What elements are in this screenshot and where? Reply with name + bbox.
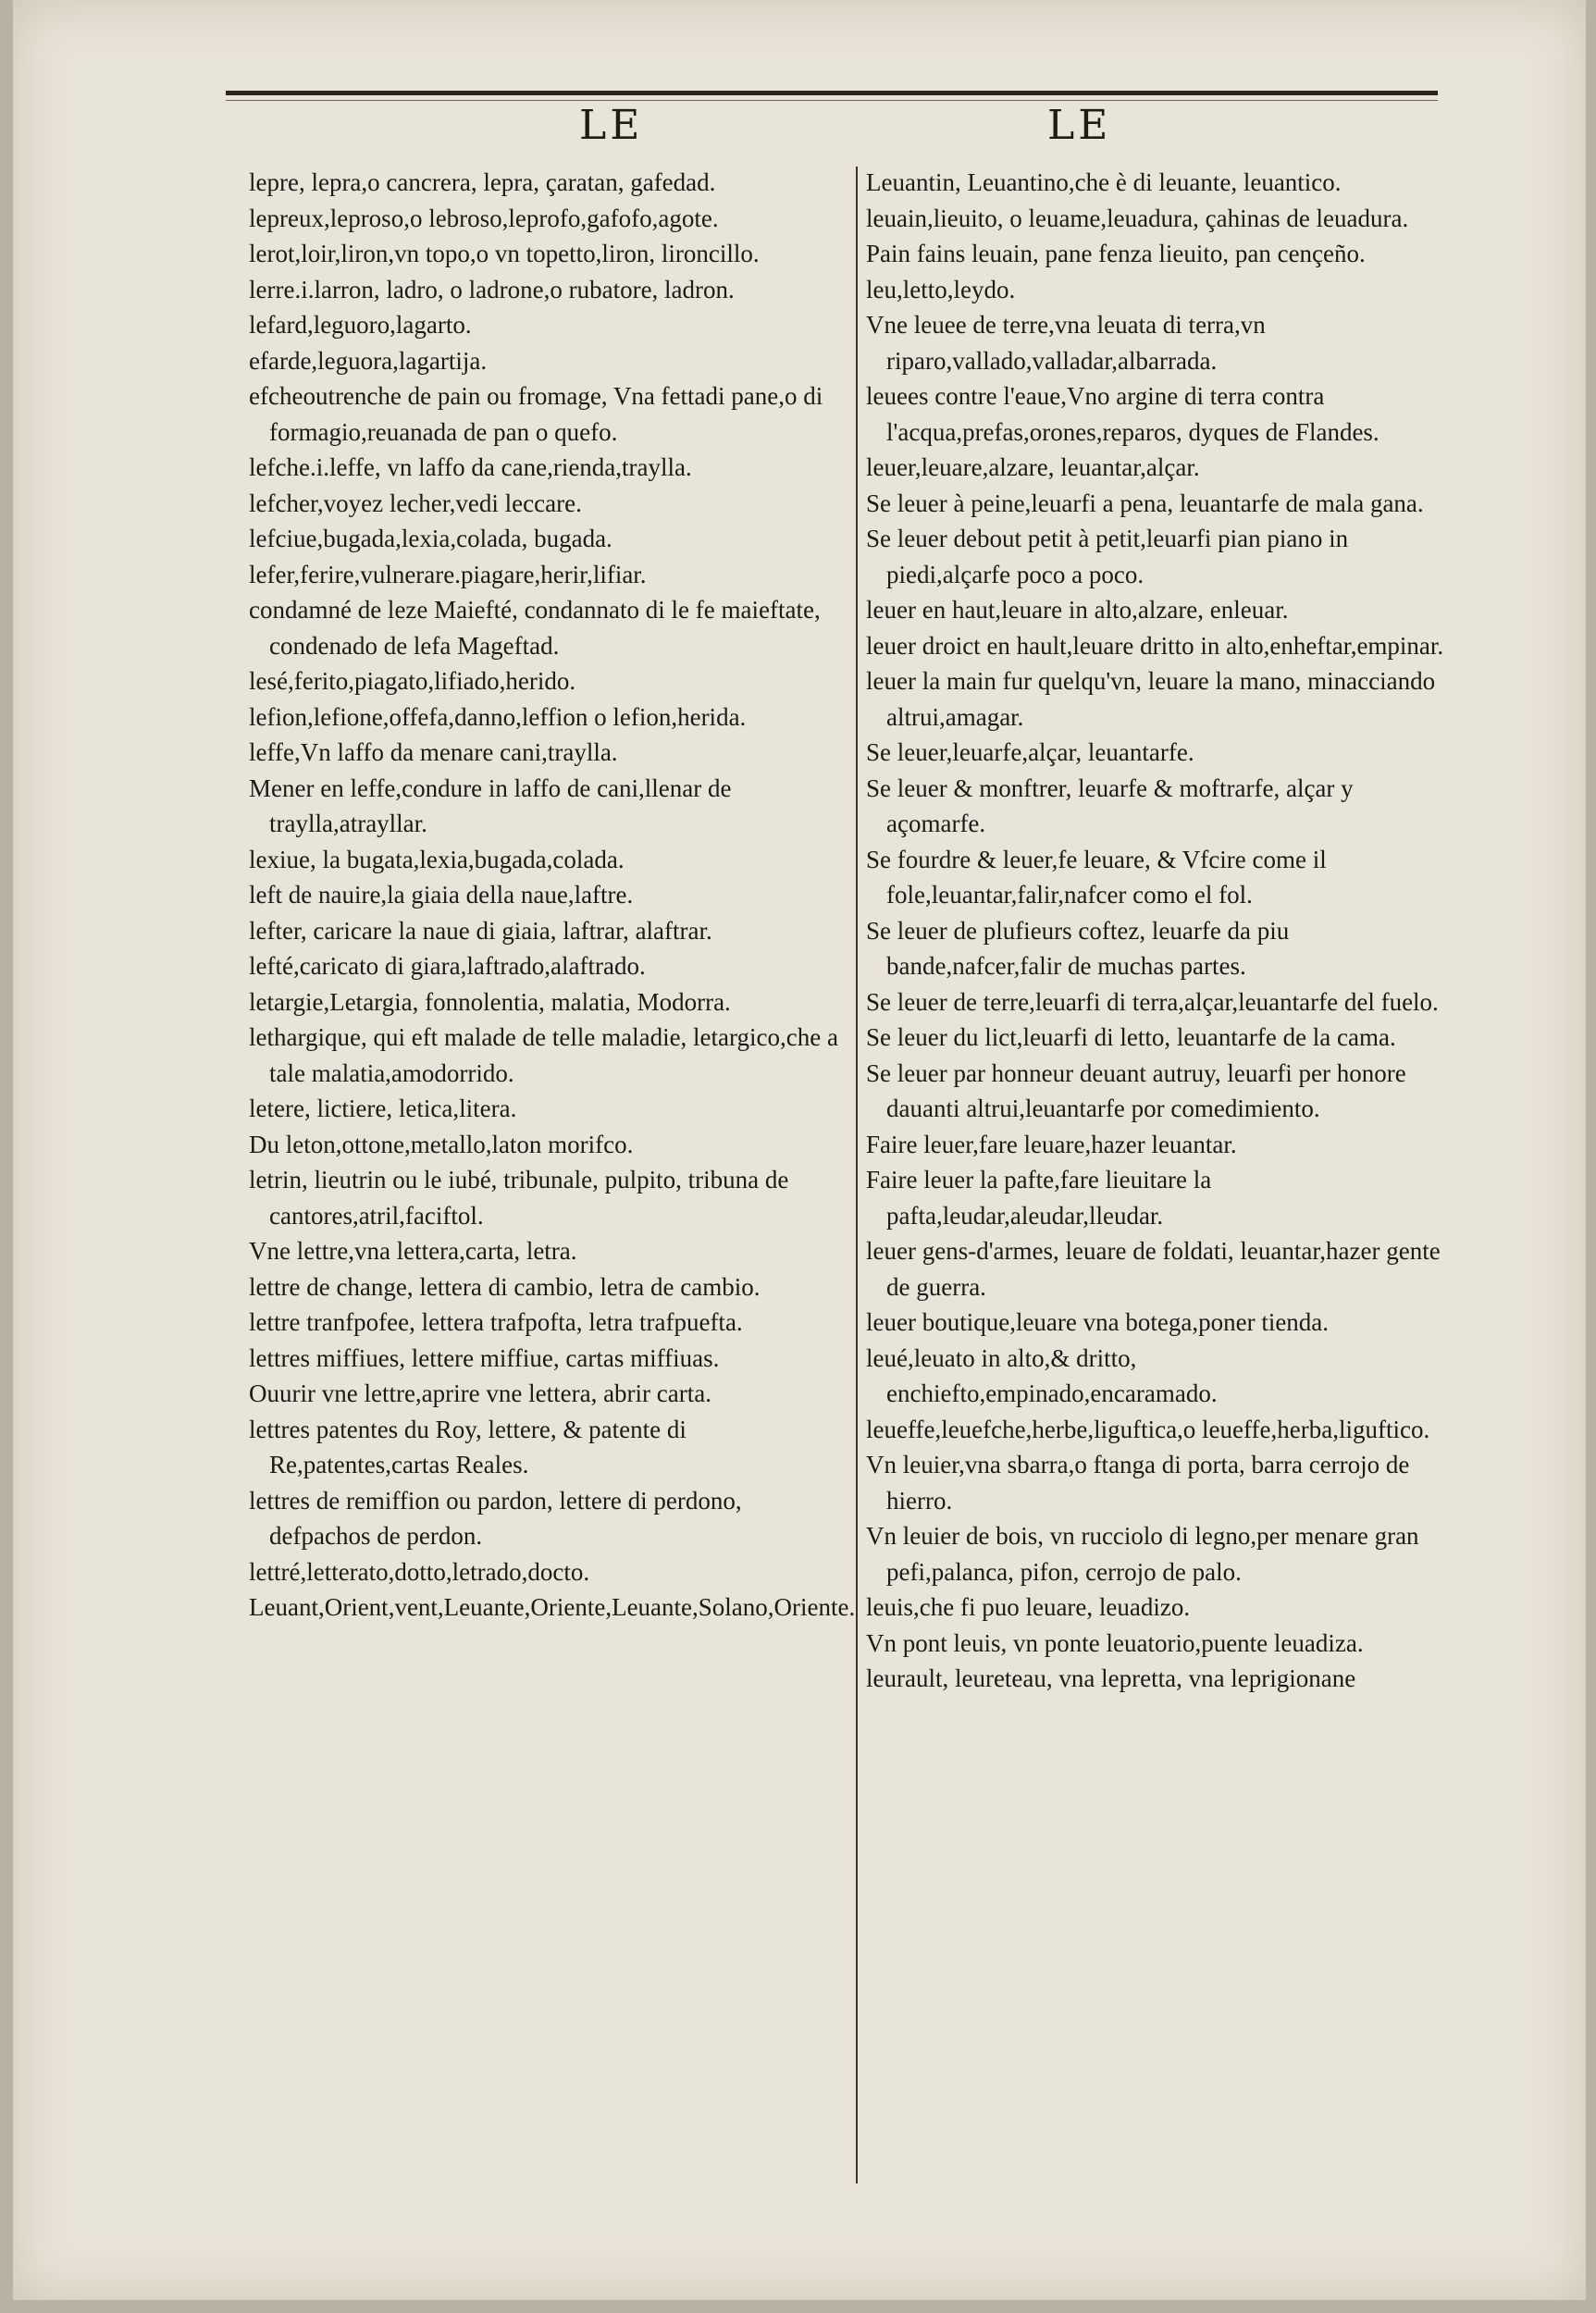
dictionary-entry: Se leuer de terre,leuarfi di terra,alçar,leuantarfe del fuelo. (866, 987, 1439, 1016)
dictionary-entry: left de nauire,la giaia della naue,laftre. (249, 881, 634, 909)
dictionary-entry: lettres patentes du Roy, lettere, & patente di Re,patentes,cartas Reales. (249, 1415, 687, 1478)
dictionary-entry: Vn leuier de bois, vn rucciolo di legno,per menare gran pefi,palanca, pifon, cerrojo de palo. (866, 1522, 1419, 1586)
dictionary-entry: lesé,ferito,piagato,lifiado,herido. (249, 667, 576, 695)
dictionary-entry: lefion,lefione,offefa,danno,leffion o lefion,herida. (249, 702, 747, 731)
dictionary-entry: leuer,leuare,alzare, leuantar,alçar. (866, 453, 1200, 481)
dictionary-entry: lepreux,leproso,o lebroso,leprofo,gafofo,agote. (249, 204, 719, 232)
column-divider (856, 167, 858, 2183)
dictionary-entry: lepre, lepra,o cancrera, lepra, çaratan, gafedad. (249, 168, 716, 196)
dictionary-entry: leurault, leureteau, vna lepretta, vna leprigionane (866, 1664, 1356, 1692)
header-rule-thin (226, 100, 1438, 101)
dictionary-entry: lettre de change, lettera di cambio, letra de cambio. (249, 1272, 761, 1301)
dictionary-entry: Faire leuer,fare leuare,hazer leuantar. (866, 1130, 1237, 1158)
dictionary-entry: efcheoutrenche de pain ou fromage, Vna fettadi pane,o di formagio,reuanada de pan o quefo. (249, 382, 823, 446)
dictionary-entry: leuer en haut,leuare in alto,alzare, enleuar. (866, 596, 1289, 624)
dictionary-entry: Se leuer debout petit à petit,leuarfi pian piano in piedi,alçarfe poco a poco. (866, 525, 1349, 588)
dictionary-entry: lefcher,voyez lecher,vedi leccare. (249, 489, 582, 517)
dictionary-entry: Se leuer par honneur deuant autruy, leuarfi per honore dauanti altrui,leuantarfe por comedimiento. (866, 1058, 1406, 1122)
dictionary-entry: Vn pont leuis, vn ponte leuatorio,puente leuadiza. (866, 1628, 1364, 1657)
dictionary-entry: lefer,ferire,vulnerare.piagare,herir,lifiar. (249, 560, 647, 588)
dictionary-entry: lettres de remiffion ou pardon, lettere di perdono, defpachos de perdon. (249, 1486, 742, 1550)
header-rule (226, 91, 1438, 95)
dictionary-entry: condamné de leze Maiefté, condannato di le fe maieftate, condenado de lefa Mageftad. (249, 596, 821, 660)
dictionary-entry: letrin, lieutrin ou le iubé, tribunale, pulpito, tribuna de cantores,atril,faciftol. (249, 1166, 789, 1230)
dictionary-entry: lettres miffiues, lettere miffiue, cartas miffiuas. (249, 1343, 720, 1372)
dictionary-entry: lefciue,bugada,lexia,colada, bugada. (249, 525, 612, 552)
dictionary-entry: lexiue, la bugata,lexia,bugada,colada. (249, 845, 625, 873)
dictionary-entry: Se leuer du lict,leuarfi di letto, leuantarfe de la cama. (866, 1023, 1396, 1051)
dictionary-entry: lefard,leguoro,lagarto. (249, 311, 472, 339)
dictionary-entry: Leuant,Orient,vent,Leuante,Oriente,Leuante,Solano,Oriente. (249, 1593, 856, 1621)
dictionary-entry: Faire leuer la pafte,fare lieuitare la pafta,leudar,aleudar,lleudar. (866, 1166, 1212, 1230)
dictionary-entry: leu,letto,leydo. (866, 275, 1016, 303)
dictionary-entry: Du leton,ottone,metallo,laton morifco. (249, 1130, 634, 1158)
running-header-left: LE (579, 102, 644, 149)
dictionary-page (13, 0, 1586, 2300)
dictionary-entry: Se fourdre & leuer,fe leuare, & Vfcire come il fole,leuantar,falir,nafcer como el fol. (866, 845, 1327, 909)
dictionary-entry: leuees contre l'eaue,Vno argine di terra contra l'acqua,prefas,orones,reparos, dyques de Flandes. (866, 382, 1379, 446)
dictionary-entry: Se leuer de plufieurs coftez, leuarfe da piu bande,nafcer,falir de muchas partes. (866, 916, 1290, 980)
running-header-right: LE (1047, 102, 1112, 149)
left-column (249, 165, 856, 1626)
dictionary-entry: efarde,leguora,lagartija. (249, 346, 488, 375)
dictionary-entry: leuain,lieuito, o leuame,leuadura, çahinas de leuadura. (866, 204, 1409, 232)
dictionary-entry: Ouurir vne lettre,aprire vne lettera, abrir carta. (249, 1379, 711, 1407)
right-column (866, 165, 1458, 1697)
dictionary-entry: Se leuer,leuarfe,alçar, leuantarfe. (866, 738, 1194, 766)
dictionary-entry: lethargique, qui eft malade de telle maladie, letargico,che a tale malatia,amodorrido. (249, 1023, 838, 1087)
dictionary-entry: lerre.i.larron, ladro, o ladrone,o rubatore, ladron. (249, 275, 735, 303)
dictionary-entry: lefté,caricato di giara,laftrado,alaftrado. (249, 952, 646, 980)
dictionary-entry: Pain fains leuain, pane fenza lieuito, pan cençeño. (866, 240, 1366, 267)
dictionary-entry: Vne leuee de terre,vna leuata di terra,vn riparo,vallado,valladar,albarrada. (866, 311, 1266, 375)
dictionary-entry: lefter, caricare la naue di giaia, laftrar, alaftrar. (249, 916, 712, 945)
dictionary-entry: Se leuer & monftrer, leuarfe & moftrarfe, alçar y açomarfe. (866, 773, 1354, 837)
dictionary-entry: lerot,loir,liron,vn topo,o vn topetto,liron, lironcillo. (249, 240, 760, 267)
dictionary-entry: Vne lettre,vna lettera,carta, letra. (249, 1237, 577, 1265)
dictionary-entry: leuer boutique,leuare vna botega,poner tienda. (866, 1308, 1330, 1336)
dictionary-entry: leuer la main fur quelqu'vn, leuare la mano, minacciando altrui,amagar. (866, 667, 1436, 731)
dictionary-entry: leuis,che fi puo leuare, leuadizo. (866, 1593, 1191, 1621)
dictionary-entry: lefche.i.leffe, vn laffo da cane,rienda,traylla. (249, 453, 692, 481)
dictionary-entry: leuer gens-d'armes, leuare de foldati, leuantar,hazer gente de guerra. (866, 1237, 1441, 1301)
dictionary-entry: Leuantin, Leuantino,che è di leuante, leuantico. (866, 168, 1342, 196)
dictionary-entry: letere, lictiere, letica,litera. (249, 1095, 517, 1122)
dictionary-entry: leuer droict en hault,leuare dritto in alto,enheftar,empinar. (866, 631, 1444, 660)
dictionary-entry: lettré,letterato,dotto,letrado,docto. (249, 1557, 590, 1586)
dictionary-entry: lettre tranfpofee, lettera trafpofta, letra trafpuefta. (249, 1308, 743, 1336)
dictionary-entry: Se leuer à peine,leuarfi a pena, leuantarfe de mala gana. (866, 489, 1424, 517)
dictionary-entry: Vn leuier,vna sbarra,o ftanga di porta, barra cerrojo de hierro. (866, 1451, 1410, 1515)
dictionary-entry: leué,leuato in alto,& dritto, enchiefto,empinado,encaramado. (866, 1343, 1218, 1407)
dictionary-entry: leffe,Vn laffo da menare cani,traylla. (249, 738, 618, 766)
dictionary-entry: letargie,Letargia, fonnolentia, malatia, Modorra. (249, 987, 731, 1016)
dictionary-entry: leueffe,leuefche,herbe,liguftica,o leueffe,herba,liguftico. (866, 1415, 1430, 1443)
dictionary-entry: Mener en leffe,condure in laffo de cani,llenar de traylla,atrayllar. (249, 773, 732, 837)
